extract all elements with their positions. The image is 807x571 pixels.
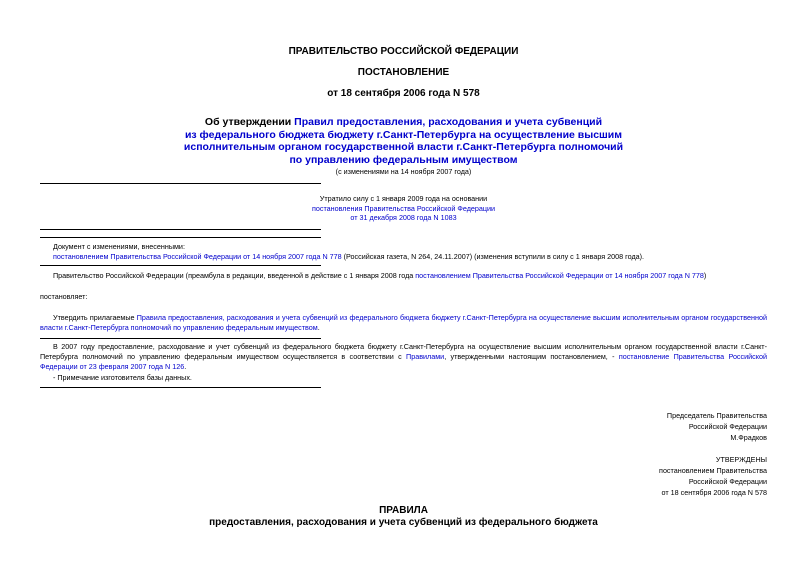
title-prefix: Об утверждении [204, 116, 295, 128]
approve-prefix: Утвердить прилагаемые [53, 313, 137, 322]
approved-line2: постановлением Правительства [659, 466, 767, 475]
preamble-text: Правительство Российской Федерации (преамбула в редакции, введенной в действие с 1 января 2008 года [53, 271, 416, 280]
rules-title: ПРАВИЛА [379, 505, 428, 516]
divider [40, 265, 321, 266]
divider [40, 183, 321, 184]
approve-paragraph [40, 313, 767, 333]
approve-suffix: . [317, 323, 320, 332]
changes-line [53, 252, 773, 262]
database-note: - Примечание изготовителя базы данных. [53, 373, 192, 382]
footnote-decree-link[interactable]: постановление Правительства Российской Федерации от 23 февраля 2007 года N 126 [40, 352, 767, 371]
resolves: постановляет: [40, 292, 88, 301]
approved-line1: УТВЕРЖДЕНЫ [715, 455, 767, 464]
signature-line1: Председатель Правительства [666, 411, 767, 420]
title-link-line2[interactable]: из федерального бюджета бюджету г.Санкт-Петербурга на осуществление высшим [184, 128, 623, 141]
preamble-close: ) [703, 271, 707, 280]
document-type: ПОСТАНОВЛЕНИЕ [357, 67, 450, 78]
footnote-text2: , утвержденными настоящим постановлением, - [444, 352, 619, 361]
expired-link-decree[interactable]: постановления Правительства Российской Федерации [311, 203, 496, 213]
document-date-number: от 18 сентября 2006 года N 578 [327, 88, 480, 99]
divider [40, 229, 321, 230]
approved-block [480, 454, 767, 498]
changes-link[interactable]: постановлением Правительства Российской Федерации от 14 ноября 2007 года N 778 [53, 252, 342, 261]
divider [40, 237, 321, 238]
title-link-line3[interactable]: исполнительным органом государственной власти г.Санкт-Петербурга полномочий [183, 141, 624, 153]
expired-line1: Утратило силу с 1 января 2009 года на основании [319, 194, 488, 203]
signature-line2: Российской Федерации [688, 422, 767, 431]
signature-name: М.Фрадков [730, 433, 767, 442]
footnote-text1: В 2007 году предоставление, расходование и учет субвенций из федерального бюджета бюджету г.Санкт-Петербурга на осуществление высшим исполнительным органом государственной власти г.Санкт-Петербурга полномочий по управлению федеральным имуществом осуществляется в соответствии с [40, 342, 767, 361]
rules-subtitle: предоставления, расходования и учета субвенций из федерального бюджета [209, 517, 598, 528]
preamble-link[interactable]: постановлением Правительства Российской Федерации от 14 ноября 2007 года N 778 [415, 271, 704, 280]
expired-link-date[interactable]: от 31 декабря 2008 года N 1083 [350, 213, 457, 222]
changes-label: Документ с изменениями, внесенными: [53, 242, 185, 251]
title-link-line4[interactable]: по управлению федеральным имуществом [289, 153, 518, 166]
document-title [120, 116, 687, 166]
preamble [53, 271, 773, 281]
approved-line4: от 18 сентября 2006 года N 578 [661, 488, 767, 497]
footnote-text3: . [184, 362, 187, 371]
signature-block [480, 410, 767, 443]
expired-note [0, 194, 807, 223]
divider [40, 338, 321, 339]
amended-note: (с изменениями на 14 ноября 2007 года) [335, 167, 472, 176]
approved-line3: Российской Федерации [688, 477, 767, 486]
approve-rules-link[interactable]: Правила предоставления, расходования и учета субвенций из федерального бюджета бюджету г.Санкт-Петербурга на осуществление высшим исполнительным органом государственной власти г.Санкт-Петербурга полномочий по управлению федеральным имуществом [40, 313, 767, 332]
government-name: ПРАВИТЕЛЬСТВО РОССИЙСКОЙ ФЕДЕРАЦИИ [288, 46, 519, 57]
divider [40, 387, 321, 388]
footnote-paragraph [40, 342, 767, 372]
footnote-rules-link[interactable]: Правилами [406, 352, 445, 361]
changes-rest: (Российская газета, N 264, 24.11.2007) (изменения вступили в силу с 1 января 2008 года). [341, 252, 645, 261]
title-link-rules[interactable]: Правил предоставления, расходования и учета субвенций [294, 116, 603, 128]
